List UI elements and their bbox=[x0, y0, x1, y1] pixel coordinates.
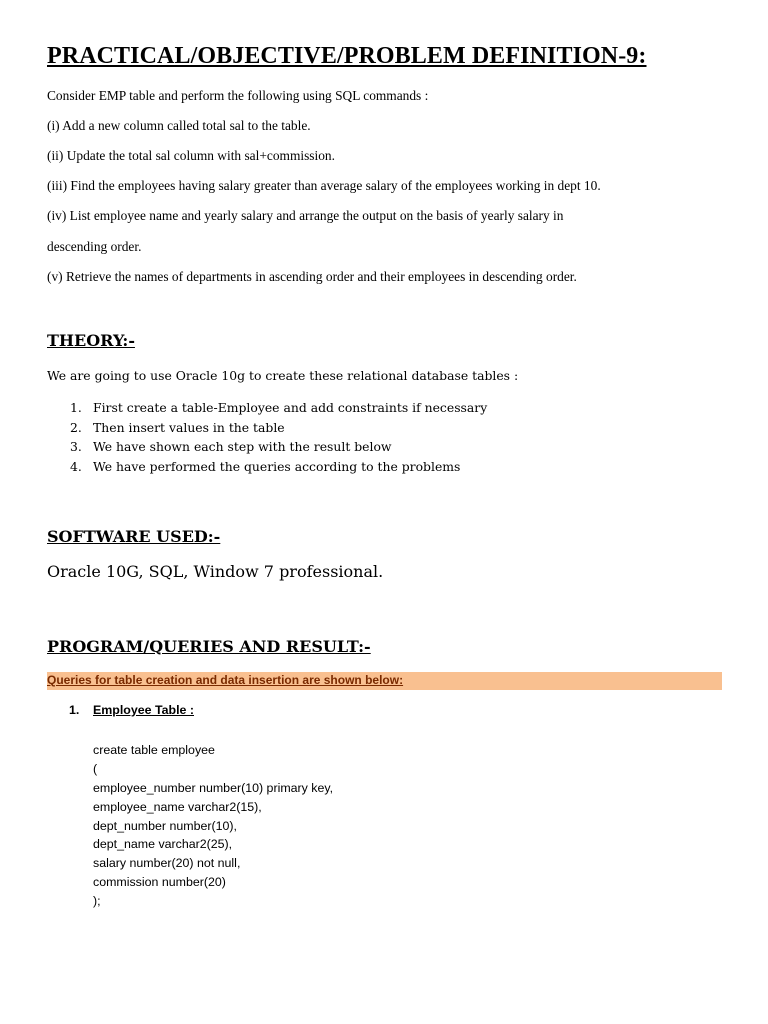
employee-item-number: 1. bbox=[69, 703, 80, 717]
code-line: employee_name varchar2(15), bbox=[93, 799, 262, 814]
list-item bbox=[70, 418, 487, 438]
theory-heading: THEORY:- bbox=[47, 331, 135, 350]
code-line: dept_number number(10), bbox=[93, 818, 237, 833]
list-item bbox=[70, 457, 487, 477]
code-line: create table employee bbox=[93, 743, 215, 757]
problem-line-intro: Consider EMP table and perform the following using SQL commands : bbox=[47, 88, 429, 103]
page-title: PRACTICAL/OBJECTIVE/PROBLEM DEFINITION-9: bbox=[47, 43, 647, 69]
code-line: employee_number number(10) primary key, bbox=[93, 780, 334, 795]
sql-code-block bbox=[93, 741, 333, 911]
problem-line-i: (i) Add a new column called total sal to the table. bbox=[47, 118, 311, 133]
list-item bbox=[70, 398, 487, 418]
employee-item-label: Employee Table : bbox=[93, 703, 194, 717]
list-item-number: 3. bbox=[70, 439, 82, 455]
software-text: Oracle 10G, SQL, Window 7 professional. bbox=[47, 562, 384, 581]
code-line: ( bbox=[93, 761, 98, 776]
problem-line-iii: (iii) Find the employees having salary greater than average salary of the employees working in dept 10. bbox=[47, 178, 601, 193]
code-line: salary number(20) not null, bbox=[93, 856, 241, 871]
theory-list bbox=[70, 398, 487, 476]
problem-line-iv: (iv) List employee name and yearly salary and arrange the output on the basis of yearly salary in bbox=[47, 208, 564, 223]
software-heading: SOFTWARE USED:- bbox=[47, 527, 221, 546]
problem-line-ii: (ii) Update the total sal column with sal+commission. bbox=[47, 148, 335, 163]
code-line: commission number(20) bbox=[93, 875, 226, 890]
problem-line-v: (v) Retrieve the names of departments in ascending order and their employees in descending order. bbox=[47, 269, 577, 284]
list-item-number: 4. bbox=[70, 458, 82, 474]
highlight-bar bbox=[47, 672, 722, 690]
list-item bbox=[70, 437, 487, 457]
list-item-text: Then insert values in the table bbox=[93, 419, 285, 435]
code-line: dept_name varchar2(25), bbox=[93, 837, 233, 852]
problem-line-iv-cont: descending order. bbox=[47, 239, 142, 254]
code-line: ); bbox=[93, 894, 101, 909]
list-item-text: First create a table-Employee and add constraints if necessary bbox=[93, 400, 488, 415]
employee-table-heading bbox=[69, 703, 194, 717]
program-heading: PROGRAM/QUERIES AND RESULT:- bbox=[47, 637, 371, 656]
list-item-number: 1. bbox=[70, 400, 82, 415]
list-item-text: We have shown each step with the result below bbox=[93, 439, 392, 455]
list-item-text: We have performed the queries according to the problems bbox=[93, 458, 461, 474]
highlight-text: Queries for table creation and data insertion are shown below: bbox=[47, 673, 404, 687]
theory-intro: We are going to use Oracle 10g to create these relational database tables : bbox=[47, 368, 519, 383]
list-item-number: 2. bbox=[70, 419, 82, 435]
